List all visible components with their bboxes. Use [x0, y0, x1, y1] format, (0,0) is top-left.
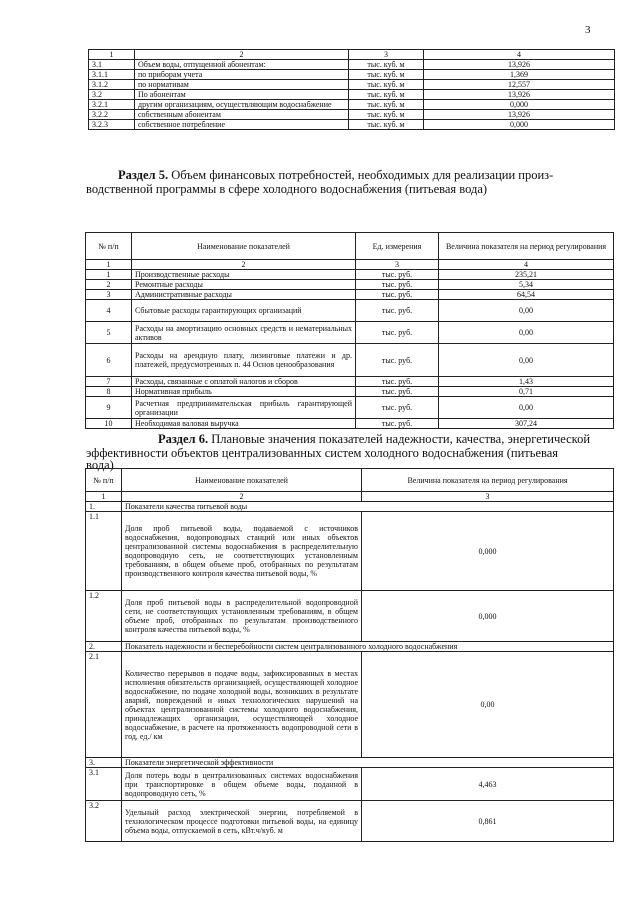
row-name: Объем воды, отпущенной абонентам: — [135, 60, 349, 70]
row-value: 307,24 — [439, 419, 614, 429]
row-name: Нормативная прибыль — [132, 387, 356, 397]
row-number: 3.1.2 — [89, 80, 135, 90]
table-row — [86, 280, 614, 290]
row-number: 7 — [86, 377, 132, 387]
row-unit: тыс. руб. — [356, 419, 439, 429]
row-number: 2 — [86, 280, 132, 290]
row-name: Ремонтные расходы — [132, 280, 356, 290]
row-number: 3.2 — [89, 90, 135, 100]
row-unit: тыс. куб. м — [349, 120, 424, 130]
row-value: 235,21 — [439, 270, 614, 280]
row-number: 3.1.1 — [89, 70, 135, 80]
section6-title-text: Плановые значения показателей надежности, качества, энергетической — [211, 432, 591, 446]
section5-label: Раздел 5. — [118, 168, 169, 182]
row-number: 3.2.1 — [89, 100, 135, 110]
row-name: Сбытовые расходы гарантирующих организаций — [132, 300, 356, 322]
row-value: 0,00 — [439, 322, 614, 344]
table-cell: 3 — [356, 260, 439, 270]
row-value: 0,000 — [424, 120, 615, 130]
row-number: 9 — [86, 397, 132, 419]
table-cell: 2 — [135, 50, 349, 60]
row-name: Расходы на арендную плату, лизинговые платежи и др. платежей, предусмотренных п. 44 Основ ценообразования — [132, 344, 356, 377]
row-name: По абонентам — [135, 90, 349, 100]
group-row — [86, 758, 614, 768]
row-unit: тыс. руб. — [356, 270, 439, 280]
row-number: 3.2 — [86, 801, 122, 842]
row-value: 0,00 — [439, 397, 614, 419]
row-unit: тыс. руб. — [356, 377, 439, 387]
table-cell: 1 — [89, 50, 135, 60]
water-volume-table — [88, 49, 615, 130]
row-unit: тыс. руб. — [356, 280, 439, 290]
row-value: 13,926 — [424, 60, 615, 70]
section6-title — [158, 432, 613, 446]
column-header: Величина показателя на период регулирования — [439, 233, 614, 260]
row-number: 3 — [86, 290, 132, 300]
table-row — [89, 120, 615, 130]
column-header: Ед. измерения — [356, 233, 439, 260]
row-name: Доля проб питьевой воды в распределительной водопроводной сети, не соответствующих установленным требованиям, в общем объеме проб, отобранных по результатам производственного контроля качества питьевой воды, % — [122, 591, 362, 642]
row-unit: тыс. руб. — [356, 387, 439, 397]
table-header-row — [86, 233, 614, 260]
group-name: Показатель надежности и бесперебойности систем централизованного холодного водоснабжения — [122, 642, 614, 652]
row-unit: тыс. куб. м — [349, 70, 424, 80]
row-unit: тыс. руб. — [356, 344, 439, 377]
row-name: Необходимая валовая выручка — [132, 419, 356, 429]
table-row — [86, 512, 614, 591]
section6-title-line3: вода) — [86, 458, 114, 472]
table-cell: 1 — [86, 260, 132, 270]
row-unit: тыс. куб. м — [349, 110, 424, 120]
row-number: 10 — [86, 419, 132, 429]
row-number: 3.1 — [86, 768, 122, 801]
row-value: 13,926 — [424, 110, 615, 120]
row-value: 5,34 — [439, 280, 614, 290]
row-number: 3.1 — [89, 60, 135, 70]
row-name: Расходы, связанные с оплатой налогов и сборов — [132, 377, 356, 387]
group-name: Показатели энергетической эффективности — [122, 758, 614, 768]
column-header: Величина показателя на период регулирования — [362, 469, 614, 492]
table-cell: 4 — [424, 50, 615, 60]
row-name: по нормативам — [135, 80, 349, 90]
table-cell: 2 — [132, 260, 356, 270]
row-number: 6 — [86, 344, 132, 377]
table-number-row — [86, 492, 614, 502]
row-value: 0,00 — [362, 652, 614, 758]
table-row — [86, 591, 614, 642]
row-number: 8 — [86, 387, 132, 397]
column-header: № п/п — [86, 469, 122, 492]
group-row — [86, 502, 614, 512]
section5-title-text: Объем финансовых потребностей, необходимых для реализации произ- — [171, 168, 554, 182]
table-number-row — [86, 260, 614, 270]
table-cell: 1 — [86, 492, 122, 502]
row-number: 4 — [86, 300, 132, 322]
row-value: 0,000 — [362, 512, 614, 591]
row-number: 5 — [86, 322, 132, 344]
section5-title — [118, 168, 613, 182]
row-value: 12,557 — [424, 80, 615, 90]
row-name: собственное потребление — [135, 120, 349, 130]
table-row — [86, 290, 614, 300]
column-header: Наименование показателей — [122, 469, 362, 492]
row-value: 1,369 — [424, 70, 615, 80]
row-name: по приборам учета — [135, 70, 349, 80]
table-row — [89, 70, 615, 80]
row-name: Производственные расходы — [132, 270, 356, 280]
table-row — [86, 419, 614, 429]
group-row — [86, 642, 614, 652]
column-header: Наименование показателей — [132, 233, 356, 260]
page-number: 3 — [585, 24, 591, 36]
section5-title-line2: водственной программы в сфере холодного водоснабжения (питьевая вода) — [86, 182, 488, 196]
row-name: собственным абонентам — [135, 110, 349, 120]
table-cell: 3 — [349, 50, 424, 60]
row-unit: тыс. руб. — [356, 322, 439, 344]
row-value: 0,00 — [439, 344, 614, 377]
row-value: 0,71 — [439, 387, 614, 397]
row-number: 2. — [86, 642, 122, 652]
table-row — [89, 60, 615, 70]
row-name: Доля проб питьевой воды, подаваемой с источников водоснабжения, водопроводных станций или иных объектов централизованной системы водоснабжения в распределительную водопроводную сеть, не соответствующих установленным требованиям, в общем объеме проб, отобранных по результатам производственного контроля качества питьевой воды, % — [122, 512, 362, 591]
table-cell: 2 — [122, 492, 362, 502]
table-row — [86, 387, 614, 397]
row-name: Расходы на амортизацию основных средств и нематериальных активов — [132, 322, 356, 344]
table-row — [86, 377, 614, 387]
row-unit: тыс. руб. — [356, 397, 439, 419]
row-name: Расчетная предпринимательская прибыль гарантирующей организации — [132, 397, 356, 419]
row-unit: тыс. куб. м — [349, 80, 424, 90]
row-name: Количество перерывов в подаче воды, зафиксированных в местах исполнения обязательств организацией, осуществляющей холодное водоснабжение, по подаче холодной воды, возникших в результате аварий, повреждений и иных технологических нарушений на объектах централизованной системы холодного водоснабжения, принадлежащих организации, осуществляющей холодное водоснабжение, в расчете на протяженность водопроводной сети в год, ед./ км — [122, 652, 362, 758]
financial-needs-table — [85, 232, 614, 429]
table-row — [86, 801, 614, 842]
row-value: 0,00 — [439, 300, 614, 322]
row-name: другим организациям, осуществляющим водоснабжение — [135, 100, 349, 110]
row-number: 1 — [86, 270, 132, 280]
row-number: 3.2.2 — [89, 110, 135, 120]
table-row — [86, 270, 614, 280]
row-unit: тыс. руб. — [356, 290, 439, 300]
table-header-row — [89, 50, 615, 60]
table-row — [86, 322, 614, 344]
table-header-row — [86, 469, 614, 492]
row-unit: тыс. куб. м — [349, 60, 424, 70]
column-header: № п/п — [86, 233, 132, 260]
table-row — [86, 768, 614, 801]
row-number: 1.1 — [86, 512, 122, 591]
table-row — [89, 90, 615, 100]
table-cell: 3 — [362, 492, 614, 502]
table-row — [89, 80, 615, 90]
table-row — [86, 652, 614, 758]
row-value: 1,43 — [439, 377, 614, 387]
table-row — [86, 344, 614, 377]
row-value: 0,861 — [362, 801, 614, 842]
row-value: 64,54 — [439, 290, 614, 300]
row-unit: тыс. куб. м — [349, 100, 424, 110]
row-number: 1.2 — [86, 591, 122, 642]
section6-label: Раздел 6. — [158, 432, 209, 446]
group-name: Показатели качества питьевой воды — [122, 502, 614, 512]
row-number: 1. — [86, 502, 122, 512]
row-unit: тыс. куб. м — [349, 90, 424, 100]
table-row — [86, 397, 614, 419]
reliability-indicators-table — [85, 468, 614, 842]
table-row — [89, 100, 615, 110]
row-value: 0,000 — [362, 591, 614, 642]
section6-title-line2: эффективности объектов централизованных систем холодного водоснабжения (питьевая — [86, 446, 559, 460]
row-name: Удельный расход электрической энергии, потребляемой в технологическом процессе подготовки питьевой воды, на единицу объема воды, отпускаемой в сеть, кВт.ч/куб. м — [122, 801, 362, 842]
row-value: 0,000 — [424, 100, 615, 110]
row-number: 3.2.3 — [89, 120, 135, 130]
row-name: Доля потерь воды в централизованных системах водоснабжения при транспортировке в общем объеме воды, поданной в водопроводную сеть, % — [122, 768, 362, 801]
row-value: 13,926 — [424, 90, 615, 100]
row-number: 2.1 — [86, 652, 122, 758]
table-row — [89, 110, 615, 120]
row-unit: тыс. руб. — [356, 300, 439, 322]
row-number: 3. — [86, 758, 122, 768]
row-name: Административные расходы — [132, 290, 356, 300]
table-cell: 4 — [439, 260, 614, 270]
row-value: 4,463 — [362, 768, 614, 801]
table-row — [86, 300, 614, 322]
